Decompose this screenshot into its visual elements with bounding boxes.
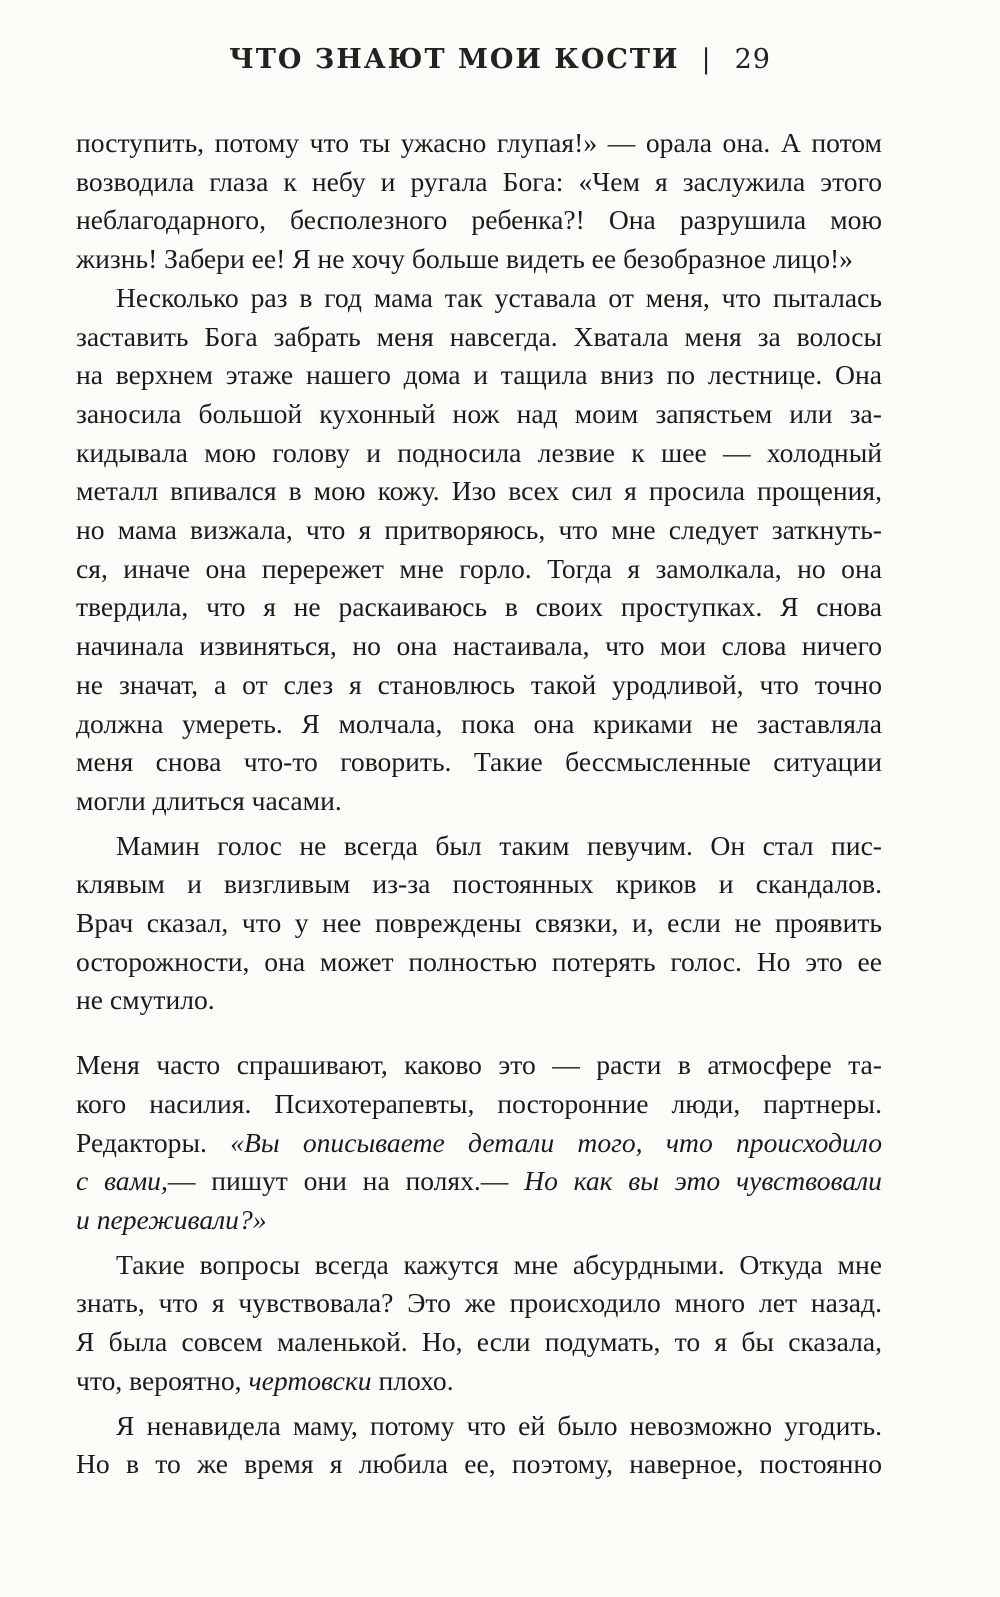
text-line: должна умереть. Я молчала, пока она криками не заставляла: [76, 707, 882, 739]
text-line: заставить Бога забрать меня навсегда. Хватала меня за волосы: [76, 320, 882, 352]
text-line: кидывала мою голову и подносила лезвие к шее — холодный: [76, 436, 882, 468]
text-line: кого насилия. Психотерапевты, посторонние люди, партнеры.: [76, 1087, 882, 1119]
italic-quote: Но как вы это чувствовали: [524, 1165, 882, 1197]
running-header: [0, 44, 1000, 75]
text-line: поступить, потому что ты ужасно глупая!» — орала она. А потом: [76, 127, 882, 158]
header-separator: |: [701, 44, 713, 75]
italic-quote: с вами,: [76, 1165, 168, 1197]
text-line: знать, что я чувствовала? Это же происходило много лет назад.: [76, 1287, 882, 1319]
text-line: осторожности, она может полностью потерять голос. Но это ее: [76, 945, 882, 977]
body-text: [76, 124, 882, 1484]
text-run: плохо.: [371, 1364, 454, 1396]
page-number: 29: [734, 44, 771, 75]
text-line: Мамин голос не всегда был таким певучим. Он стал пис-: [116, 829, 882, 861]
book-title: ЧТО ЗНАЮТ МОИ КОСТИ: [229, 44, 680, 75]
text-line: не значат, а от слез я становлюсь такой уродливой, что точно: [76, 668, 882, 700]
text-line: неблагодарного, бесполезного ребенка?! Она разрушила мою: [76, 204, 882, 236]
text-line: возводила глаза к небу и ругала Бога: «Чем я заслужила этого: [76, 165, 882, 197]
text-line: Такие вопросы всегда кажутся мне абсурдными. Откуда мне: [116, 1248, 882, 1280]
text-line: но мама визжала, что я притворяюсь, что мне следует заткнуть-: [76, 514, 882, 546]
text-run: — пишут они на полях.—: [167, 1165, 525, 1197]
text-line: жизнь! Забери ее! Я не хочу больше видеть ее безобразное лицо!»: [76, 243, 853, 275]
text-line: [76, 1124, 882, 1163]
text-line: [76, 1162, 882, 1201]
text-line: Я ненавидела маму, потому что ей было невозможно угодить.: [116, 1409, 882, 1441]
text-line: Но в то же время я любила ее, поэтому, наверное, постоянно: [76, 1448, 882, 1480]
text-line: Врач сказал, что у нее повреждены связки, и, если не проявить: [76, 907, 882, 939]
text-line: металл впивался в мою кожу. Изо всех сил я просила прощения,: [76, 475, 882, 507]
text-run: что, вероятно,: [76, 1364, 249, 1396]
text-line: твердила, что я не раскаиваюсь в своих проступках. Я снова: [76, 591, 882, 623]
text-line: заносила большой кухонный нож над моим запястьем или за-: [76, 397, 882, 429]
text-line: меня снова что-то говорить. Такие бессмысленные ситуации: [76, 746, 882, 778]
italic-quote: и переживали?»: [76, 1203, 267, 1235]
italic-word: чертовски: [248, 1364, 372, 1396]
text-line: Я была совсем маленькой. Но, если подумать, то я бы сказала,: [76, 1326, 882, 1358]
text-line: не смутило.: [76, 984, 215, 1016]
text-line: клявым и визгливым из-за постоянных криков и скандалов.: [76, 868, 882, 900]
text-line: начинала извиняться, но она настаивала, что мои слова ничего: [76, 630, 882, 662]
text-line: Несколько раз в год мама так уставала от меня, что пыталась: [116, 281, 882, 313]
text-line: ся, иначе она перережет мне горло. Тогда я замолкала, но она: [76, 552, 882, 584]
section-break: [76, 1020, 882, 1046]
text-line: [76, 1362, 882, 1401]
text-line: [76, 1201, 882, 1240]
italic-quote: «Вы описываете детали того, что происходило: [230, 1126, 882, 1158]
text-run: Редакторы.: [76, 1126, 231, 1158]
text-line: на верхнем этаже нашего дома и тащила вниз по лестнице. Она: [76, 359, 882, 391]
text-line: Меня часто спрашивают, каково это — расти в атмосфере та-: [76, 1049, 882, 1081]
text-line: могли длиться часами.: [76, 784, 342, 816]
